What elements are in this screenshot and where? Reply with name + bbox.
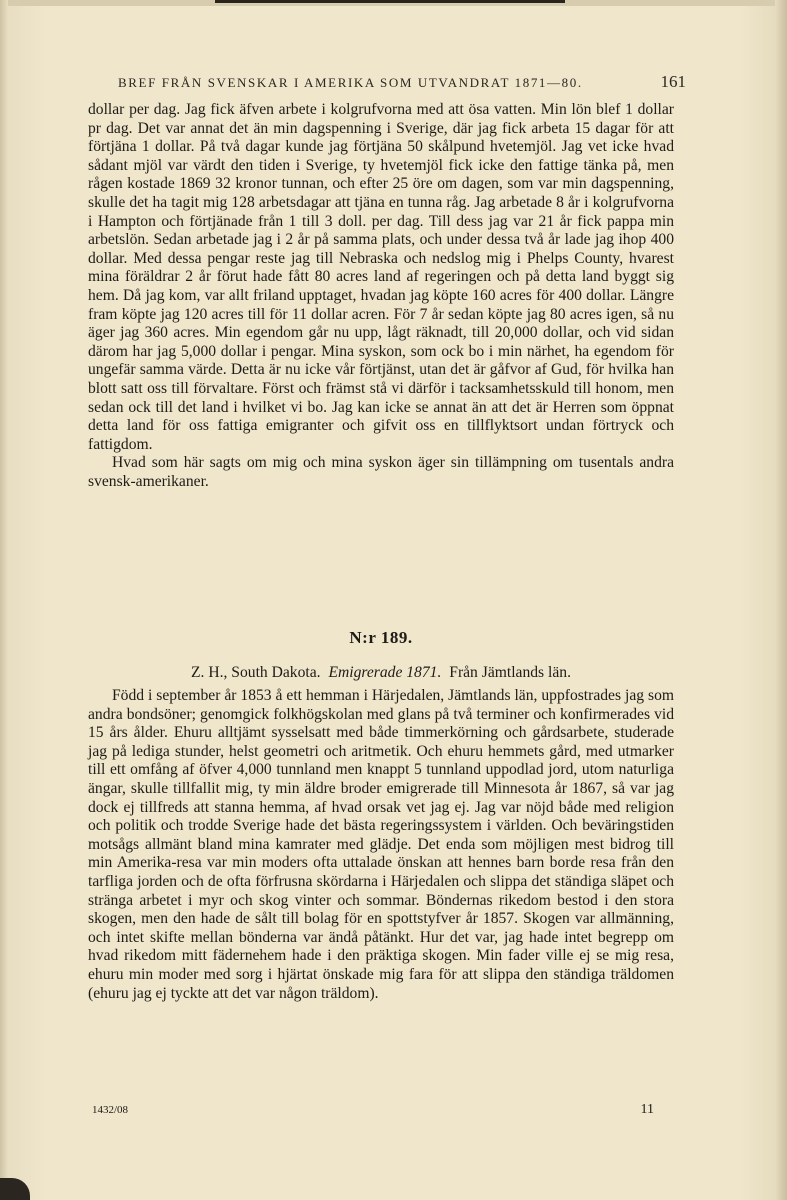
letter-author: Z. H., South Dakota. bbox=[191, 664, 321, 681]
page-right-edge bbox=[775, 0, 787, 1200]
closing-paragraph: Hvad som här sagts om mig och mina syskon äger sin tillämpning om tusentals andra svensk-amerikaner. bbox=[88, 454, 674, 490]
page-left-edge bbox=[0, 0, 8, 1200]
letter-emigrated: Emigrerade 1871. bbox=[328, 664, 442, 681]
running-title: BREF FRÅN SVENSKAR I AMERIKA SOM UTVANDRAT 1871—80. bbox=[118, 75, 583, 90]
page-footer bbox=[88, 1102, 654, 1124]
top-binding-mark bbox=[215, 0, 565, 3]
letter-number-heading: N:r 189. bbox=[349, 628, 413, 647]
sheet-number: 11 bbox=[640, 1102, 654, 1117]
signature-mark: 1432/08 bbox=[92, 1104, 129, 1116]
scan-corner-shadow bbox=[0, 1178, 30, 1200]
letter-paragraph: Född i september år 1853 å ett hemman i Härjedalen, Jämtlands län, uppfostrades jag som andra bondsöner; genomgick folkhögskolan med glans på två terminer och konfirmerades vid 15 års ålder. Ehuru alltjämt sysselsatt med både timmerkörning och gårdsarbete, studerade jag på lediga stunder, helst geometri och aritmetik. Och ehuru hemmets gård, med utmarker till ett omfång af öfver 4,000 tunnland men knappt 5 tunnland uppodlad jord, utom naturliga ängar, skulle tillfallit mig, ty min äldre broder emigrerade till Minnesota år 1867, så var jag dock ej tillfreds att stanna hemma, af hvad orsak vet jag ej. Jag var nöjd både med religion och politik och trodde Sverige hade det bästa regeringssystem i världen. Och beväringstiden motsågs allmänt bland mina kamrater med glädje. Det enda som möjligen mest bidrog till min Amerika-resa var min moders ofta uttalade önskan att hennes barn borde resa från den tarfliga jorden och de ofta förfrusna skördarna i Härjedalen och slippa det ständiga släpet och stränga arbetet i myr och skog vinter och sommar. Böndernas rikedom bestod i den stora skogen, men den hade de sålt till bolag för en spottstyfver år 1857. Skogen var allmänning, och intet skifte mellan bönderna var ändå påtänkt. Hur det var, jag hade intet begrepp om hvad rikedom mitt fädernehem hade i den präktiga skogen. Min fader ville ej se mig resa, ehuru min moder med sorg i hjärtat önskade mig fara för att slippa den ständiga träldomen (ehuru jag ej tyckte att det var någon träldom). bbox=[88, 687, 674, 1002]
running-header bbox=[118, 72, 686, 94]
letter-text bbox=[88, 687, 674, 1003]
letter-origin-line bbox=[88, 664, 674, 682]
letter-origin: Från Jämtlands län. bbox=[449, 664, 571, 681]
continued-paragraph: dollar per dag. Jag fick äfven arbete i kolgrufvorna med att ösa vatten. Min lön blef 1 dollar pr dag. Det var annat det än min dagspenning i Sverige, där jag fick arbeta 15 dagar för att förtjäna 1 dollar. På två dagar kunde jag förtjäna 50 skålpund hvetemjöl. Jag vet icke hvad sådant mjöl var värdt den tiden i Sverige, ty hvetemjöl fick icke den fattige tänka på, men rågen kostade 1869 32 kronor tunnan, och efter 25 öre om dagen, som var min dagspenning, skulle det ha tagit mig 128 arbetsdagar att tjäna en tunna råg. Jag arbetade 8 år i kolgrufvorna i Hampton och förtjänade från 1 till 3 doll. per dag. Till dess jag var 21 år fick pappa min arbetslön. Sedan arbetade jag i 2 år på samma plats, och under dessa två år lade jag ihop 400 dollar. Med dessa pengar reste jag till Nebraska och nedslog mig i Phelps County, hvarest mina föräldrar 2 år förut hade fått 80 acres land af regeringen och på detta land byggt sig hem. Då jag kom, var allt friland upptaget, hvadan jag köpte 160 acres för 400 dollar. Längre fram köpte jag 120 acres till för 11 dollar acren. För 7 år sedan köpte jag 80 acres igen, så nu äger jag 360 acres. Min egendom går nu upp, lågt räknadt, till 20,000 dollar, och vid sidan därom har jag 5,000 dollar i pengar. Mina syskon, som ock bo i min närhet, ha egendom för ungefär samma värde. Detta är nu icke vår förtjänst, utan det är gåfvor af Gud, för hvilka han blott satt oss till förvaltare. Först och främst stå vi därför i tacksamhetsskuld till honom, men sedan ock till det land i hvilket vi bo. Jag kan icke se annat än att det är Herren som öppnat detta land för oss fattiga emigranter och gifvit oss en tillflyktsort undan förtryck och fattigdom. bbox=[88, 101, 674, 453]
continued-letter-text bbox=[88, 101, 674, 491]
page-number: 161 bbox=[660, 72, 686, 91]
